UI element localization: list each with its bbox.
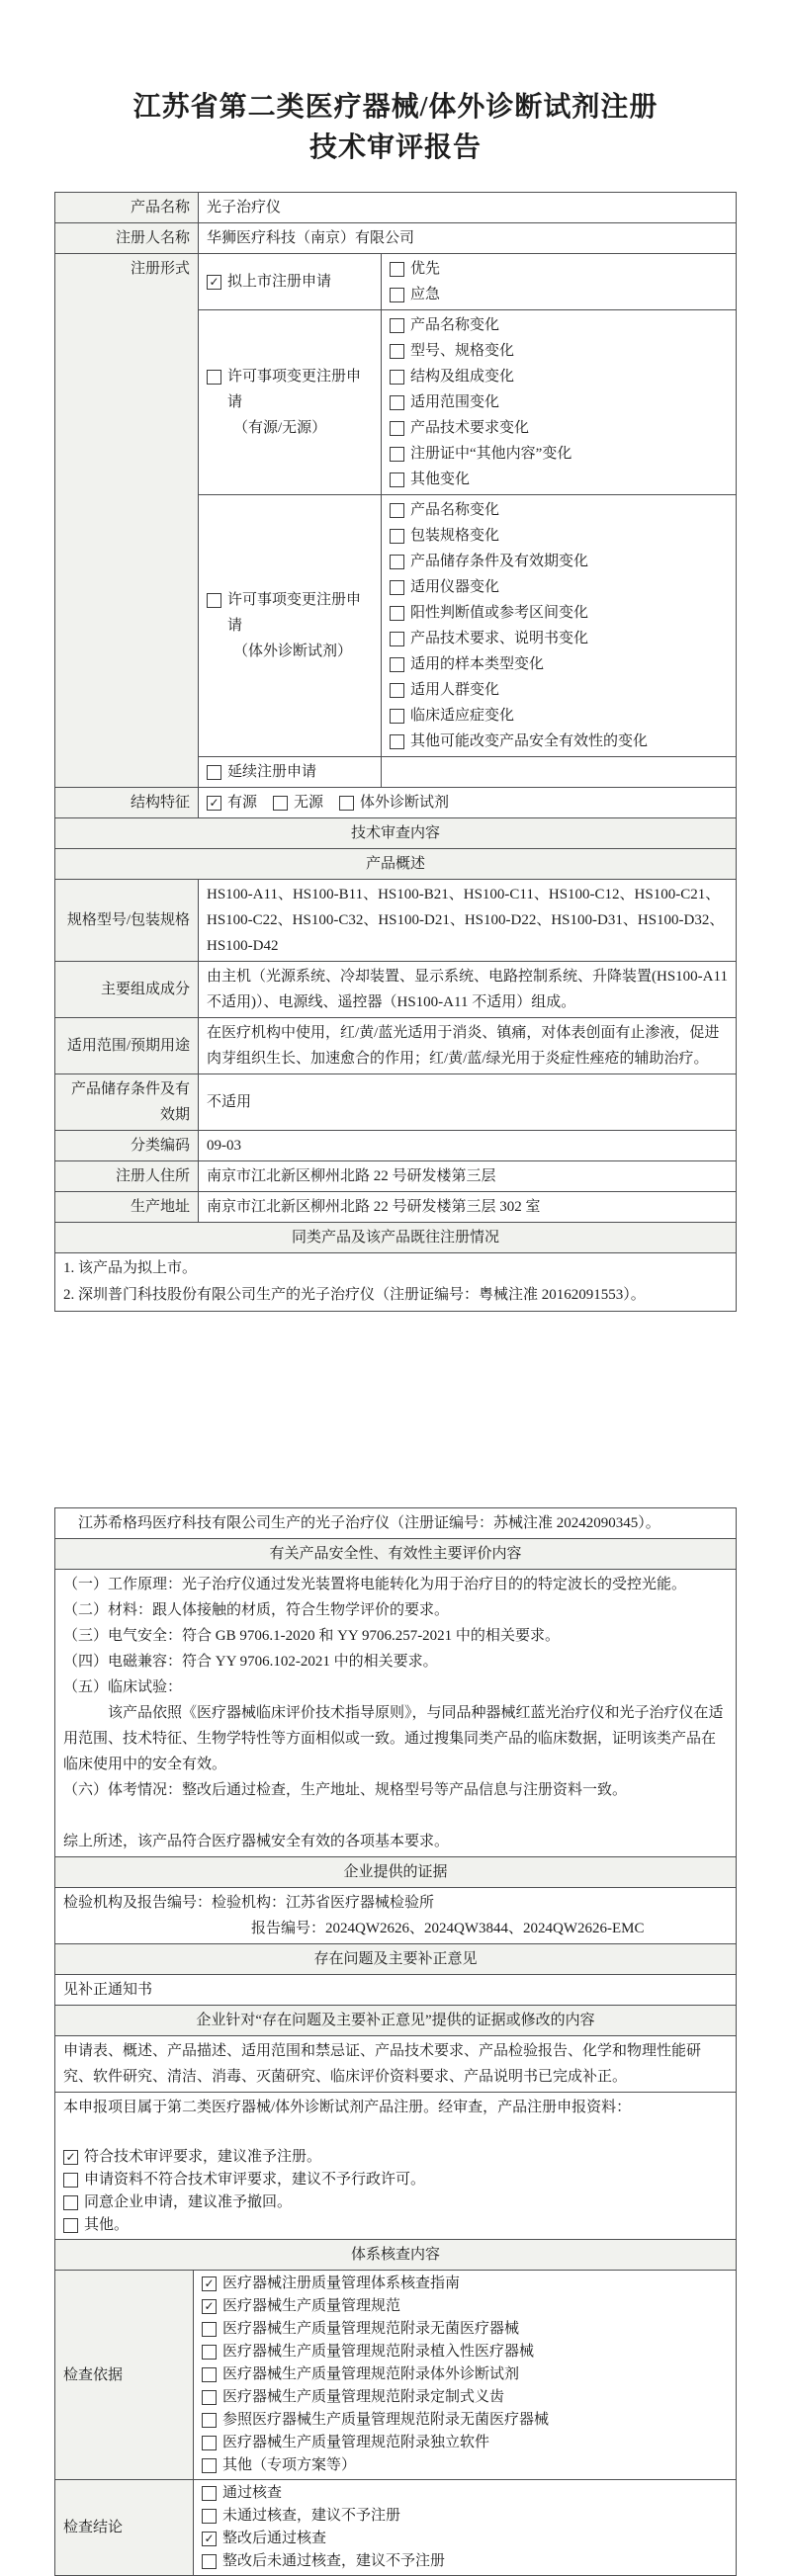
checkbox-label: 符合技术审评要求，建议准予注册。 xyxy=(84,2149,322,2165)
registrant-label: 注册人名称 xyxy=(55,223,199,254)
production-address-label: 生产地址 xyxy=(55,1192,199,1223)
checkbox-option[interactable] xyxy=(63,2169,728,2191)
checkbox-unchecked-icon[interactable] xyxy=(390,395,404,410)
checkbox-label: 许可事项变更注册申请 （体外诊断试剂） xyxy=(227,592,362,659)
checkbox-checked-icon[interactable]: ✓ xyxy=(202,2299,217,2314)
checkbox-label: 参照医疗器械生产质量管理规范附录无菌医疗器械 xyxy=(222,2412,550,2428)
reg-type-cell-market xyxy=(199,254,382,310)
reg-type-cell-change-active xyxy=(199,310,382,495)
review-content-table xyxy=(54,1507,737,2576)
checkbox-option[interactable] xyxy=(390,497,728,523)
checkbox-unchecked-icon[interactable] xyxy=(63,2195,78,2210)
checkbox-label: 型号、规格变化 xyxy=(410,343,515,359)
checkbox-unchecked-icon[interactable] xyxy=(390,606,404,621)
production-address-value: 南京市江北新区柳州北路 22 号研发楼第三层 302 室 xyxy=(199,1192,737,1223)
table-row xyxy=(55,223,737,254)
reg-type-options-change-active xyxy=(382,310,737,495)
checkbox-unchecked-icon[interactable] xyxy=(202,2436,217,2450)
checkbox-unchecked-icon[interactable] xyxy=(390,734,404,749)
table-row xyxy=(55,1131,737,1161)
text-line: （五）临床试验： xyxy=(63,1679,183,1695)
checkbox-unchecked-icon[interactable] xyxy=(339,796,354,811)
checkbox-option[interactable] xyxy=(202,2550,728,2573)
checkbox-unchecked-icon[interactable] xyxy=(390,632,404,646)
checkbox-label: 医疗器械生产质量管理规范附录植入性医疗器械 xyxy=(222,2344,535,2360)
checkbox-option[interactable] xyxy=(390,467,728,492)
title-line-2: 技术审评报告 xyxy=(308,132,482,163)
table-row xyxy=(55,2240,737,2271)
checkbox-option[interactable] xyxy=(63,2191,728,2214)
section-header-safety-evaluation: 有关产品安全性、有效性主要评价内容 xyxy=(55,1539,737,1570)
inspection-basis-options xyxy=(194,2271,737,2480)
checkbox-label: 阳性判断值或参考区间变化 xyxy=(410,605,589,621)
checkbox-option[interactable] xyxy=(390,338,728,364)
checkbox-checked-icon[interactable]: ✓ xyxy=(63,2150,78,2165)
text-line: 该产品依照《医疗器械临床评价技术指导原则》，与同品种器械红蓝光治疗仪和光子治疗仪在适用范围、技术特征、生物学特性等方面相似或一致。通过搜集同类产品的临床数据，证明该类产品在临床使用中的安全有效。 xyxy=(63,1705,724,1772)
reg-type-options-renewal-empty xyxy=(382,757,737,788)
product-name-value: 光子治疗仪 xyxy=(199,193,737,223)
checkbox-unchecked-icon[interactable] xyxy=(207,593,221,608)
table-row xyxy=(55,1975,737,2006)
section-header-technical-review: 技术审查内容 xyxy=(55,818,737,849)
storage-conditions-label: 产品储存条件及有效期 xyxy=(55,1074,199,1131)
section-header-system-inspection: 体系核查内容 xyxy=(55,2240,737,2271)
checkbox-label: 通过核查 xyxy=(222,2485,283,2501)
inspection-agency-line: 检验机构及报告编号：检验机构：江苏省医疗器械检验所 xyxy=(63,1895,435,1911)
checkbox-option[interactable] xyxy=(202,2482,728,2505)
spec-model-value: HS100-A11、HS100-B11、HS100-B21、HS100-C11、HS100-C12、HS100-C21、HS100-C22、HS100-C32、HS100-D21、HS100-D22、HS100-D31、HS100-D32、HS100-D42 xyxy=(199,880,737,962)
checkbox-option[interactable] xyxy=(202,2454,728,2477)
checkbox-label: 注册证中“其他内容”变化 xyxy=(410,446,572,462)
checkbox-unchecked-icon[interactable] xyxy=(202,2486,217,2501)
checkbox-option[interactable] xyxy=(207,759,373,785)
checkbox-option[interactable] xyxy=(202,2318,728,2341)
table-row xyxy=(55,1944,737,1975)
checkbox-label: 医疗器械生产质量管理规范附录体外诊断试剂 xyxy=(222,2366,520,2382)
checkbox-label: 其他可能改变产品安全有效性的变化 xyxy=(410,733,649,749)
checkbox-option[interactable] xyxy=(202,2505,728,2528)
blank-line xyxy=(63,2120,728,2146)
checkbox-option[interactable] xyxy=(207,587,373,664)
text-line: 综上所述，该产品符合医疗器械安全有效的各项基本要求。 xyxy=(63,1834,450,1849)
inspection-basis-label: 检查依据 xyxy=(55,2271,194,2480)
checkbox-label: 产品储存条件及有效期变化 xyxy=(410,554,589,569)
checkbox-label: 申请资料不符合技术审评要求，建议不予行政许可。 xyxy=(84,2172,426,2188)
text-line: 1. 该产品为拟上市。 xyxy=(63,1260,198,1276)
table-row xyxy=(55,1253,737,1312)
checkbox-label: 产品名称变化 xyxy=(410,317,500,333)
checkbox-unchecked-icon[interactable] xyxy=(207,765,221,780)
report-number-line: 报告编号：2024QW2626、2024QW3844、2024QW2626-EMC xyxy=(251,1921,645,1936)
checkbox-option[interactable] xyxy=(390,677,728,703)
checkbox-unchecked-icon[interactable] xyxy=(63,2173,78,2188)
checkbox-option[interactable] xyxy=(390,389,728,415)
main-components-label: 主要组成成分 xyxy=(55,962,199,1018)
checkbox-unchecked-icon[interactable] xyxy=(390,447,404,462)
table-row xyxy=(55,1161,737,1192)
checkbox-unchecked-icon[interactable] xyxy=(202,2367,217,2382)
checkbox-option[interactable] xyxy=(273,790,323,816)
enterprise-evidence-content xyxy=(55,1888,737,1944)
checkbox-label: 产品技术要求变化 xyxy=(410,420,530,436)
structure-feature-label: 结构特征 xyxy=(55,788,199,818)
checkbox-unchecked-icon[interactable] xyxy=(390,709,404,724)
checkbox-label: 未通过核查，建议不予注册 xyxy=(222,2508,401,2524)
reg-type-options-market xyxy=(382,254,737,310)
checkbox-checked-icon[interactable]: ✓ xyxy=(207,275,221,290)
checkbox-unchecked-icon[interactable] xyxy=(202,2390,217,2405)
checkbox-checked-icon[interactable]: ✓ xyxy=(202,2532,217,2546)
registration-form-label: 注册形式 xyxy=(55,254,199,788)
checkbox-unchecked-icon[interactable] xyxy=(390,657,404,672)
checkbox-label: 包装规格变化 xyxy=(410,528,500,544)
spec-model-label: 规格型号/包装规格 xyxy=(55,880,199,962)
checkbox-unchecked-icon[interactable] xyxy=(390,344,404,359)
checkbox-option[interactable] xyxy=(390,282,728,307)
checkbox-label: 拟上市注册申请 xyxy=(227,274,332,290)
checkbox-option[interactable] xyxy=(390,415,728,441)
checkbox-unchecked-icon[interactable] xyxy=(202,2554,217,2569)
checkbox-option[interactable] xyxy=(390,549,728,574)
product-name-label: 产品名称 xyxy=(55,193,199,223)
checkbox-label: 医疗器械生产质量管理规范 xyxy=(222,2298,401,2314)
text-line: （六）体考情况：整改后通过检查，生产地址、规格型号等产品信息与注册资料一致。 xyxy=(63,1782,628,1798)
checkbox-unchecked-icon[interactable] xyxy=(202,2322,217,2337)
table-row xyxy=(55,254,737,310)
checkbox-unchecked-icon[interactable] xyxy=(207,370,221,385)
checkbox-unchecked-icon[interactable] xyxy=(390,580,404,595)
checkbox-unchecked-icon[interactable] xyxy=(273,796,288,811)
table-row xyxy=(55,849,737,880)
checkbox-option[interactable] xyxy=(390,364,728,389)
table-row xyxy=(55,1888,737,1944)
checkbox-unchecked-icon[interactable] xyxy=(202,2509,217,2524)
checkbox-label: 其他变化 xyxy=(410,472,471,487)
checkbox-label: 临床适应症变化 xyxy=(410,708,515,724)
checkbox-label: 有源 xyxy=(227,795,258,811)
checkbox-option[interactable] xyxy=(202,2273,728,2295)
checkbox-unchecked-icon[interactable] xyxy=(390,529,404,544)
checkbox-unchecked-icon[interactable] xyxy=(202,2345,217,2360)
section-header-issues: 存在问题及主要补正意见 xyxy=(55,1944,737,1975)
checkbox-option[interactable] xyxy=(390,574,728,600)
checkbox-label: 同意企业申请，建议准予撤回。 xyxy=(84,2194,293,2210)
text-line: （三）电气安全：符合 GB 9706.1-2020 和 YY 9706.257-2021 中的相关要求。 xyxy=(63,1628,560,1644)
checkbox-option[interactable] xyxy=(390,651,728,677)
text-line xyxy=(63,1803,728,1829)
registrant-address-value: 南京市江北新区柳州北路 22 号研发楼第三层 xyxy=(199,1161,737,1192)
storage-conditions-value: 不适用 xyxy=(199,1074,737,1131)
checkbox-unchecked-icon[interactable] xyxy=(390,262,404,277)
structure-feature-options xyxy=(199,788,737,818)
checkbox-option[interactable] xyxy=(207,269,373,295)
issues-content: 见补正通知书 xyxy=(55,1975,737,2006)
checkbox-label: 无源 xyxy=(294,795,324,811)
safety-evaluation-content xyxy=(55,1570,737,1857)
table-row xyxy=(55,1508,737,1539)
inspection-conclusion-options xyxy=(194,2480,737,2576)
checkbox-option[interactable] xyxy=(390,703,728,729)
checkbox-label: 其他（专项方案等） xyxy=(222,2457,357,2473)
checkbox-unchecked-icon[interactable] xyxy=(390,555,404,569)
table-row xyxy=(55,788,737,818)
checkbox-unchecked-icon[interactable] xyxy=(390,683,404,698)
text-line: （四）电磁兼容：符合 YY 9706.102-2021 中的相关要求。 xyxy=(63,1654,438,1670)
review-conclusion-content xyxy=(55,2093,737,2240)
intended-use-value: 在医疗机构中使用，红/黄/蓝光适用于消炎、镇痛，对体表创面有止渗液，促进肉芽组织生长、加速愈合的作用；红/黄/蓝/绿光用于炎症性痤疮的辅助治疗。 xyxy=(199,1018,737,1074)
registrant-value: 华狮医疗科技（南京）有限公司 xyxy=(199,223,737,254)
table-row xyxy=(55,1018,737,1074)
text-line: （一）工作原理：光子治疗仪通过发光装置将电能转化为用于治疗目的的特定波长的受控光能。 xyxy=(63,1577,687,1592)
enterprise-response-content: 申请表、概述、产品描述、适用范围和禁忌证、产品技术要求、产品检验报告、化学和物理性能研究、软件研究、清洁、消毒、灭菌研究、临床评价资料要求、产品说明书已完成补正。 xyxy=(55,2036,737,2093)
checkbox-label: 医疗器械生产质量管理规范附录独立软件 xyxy=(222,2435,490,2450)
reg-type-cell-change-ivd xyxy=(199,495,382,757)
table-row xyxy=(55,1192,737,1223)
checkbox-option[interactable] xyxy=(339,790,449,816)
checkbox-checked-icon[interactable]: ✓ xyxy=(202,2276,217,2291)
checkbox-label: 其他。 xyxy=(84,2217,130,2233)
checkbox-option[interactable] xyxy=(202,2386,728,2409)
text-line: （二）材料：跟人体接触的材质，符合生物学评价的要求。 xyxy=(63,1602,450,1618)
reg-type-cell-renewal xyxy=(199,757,382,788)
checkbox-option[interactable] xyxy=(390,523,728,549)
checkbox-option[interactable] xyxy=(202,2432,728,2454)
checkbox-option[interactable] xyxy=(390,441,728,467)
registrant-address-label: 注册人住所 xyxy=(55,1161,199,1192)
section-header-enterprise-response: 企业针对“存在问题及主要补正意见”提供的证据或修改的内容 xyxy=(55,2006,737,2036)
checkbox-option[interactable] xyxy=(390,600,728,626)
checkbox-label: 医疗器械注册质量管理体系核查指南 xyxy=(222,2275,461,2291)
checkbox-label: 适用的样本类型变化 xyxy=(410,656,545,672)
checkbox-option[interactable] xyxy=(390,729,728,754)
table-row xyxy=(55,2006,737,2036)
checkbox-checked-icon[interactable]: ✓ xyxy=(207,796,221,811)
review-conclusion-intro: 本申报项目属于第二类医疗器械/体外诊断试剂产品注册。经审查，产品注册申报资料： xyxy=(63,2100,632,2115)
prior-registration-continuation: 江苏希格玛医疗科技有限公司生产的光子治疗仪（注册证编号：苏械注准 20242090345）。 xyxy=(55,1508,737,1539)
checkbox-label: 整改后未通过核查，建议不予注册 xyxy=(222,2553,446,2569)
checkbox-option[interactable] xyxy=(207,364,373,441)
table-row xyxy=(55,193,737,223)
checkbox-option[interactable] xyxy=(390,312,728,338)
checkbox-unchecked-icon[interactable] xyxy=(390,472,404,487)
section-header-enterprise-evidence: 企业提供的证据 xyxy=(55,1857,737,1888)
intended-use-label: 适用范围/预期用途 xyxy=(55,1018,199,1074)
table-row xyxy=(55,2271,737,2480)
checkbox-option[interactable] xyxy=(390,256,728,282)
checkbox-option[interactable] xyxy=(202,2409,728,2432)
checkbox-option[interactable] xyxy=(202,2341,728,2363)
checkbox-label: 延续注册申请 xyxy=(227,764,317,780)
checkbox-label: 产品技术要求、说明书变化 xyxy=(410,631,589,646)
section-header-prior-registration: 同类产品及该产品既往注册情况 xyxy=(55,1223,737,1253)
checkbox-option[interactable] xyxy=(202,2363,728,2386)
checkbox-label: 应急 xyxy=(410,287,441,302)
checkbox-option[interactable] xyxy=(202,2295,728,2318)
classification-code-label: 分类编码 xyxy=(55,1131,199,1161)
table-row xyxy=(55,2480,737,2576)
document-title xyxy=(0,87,791,168)
reg-type-options-change-ivd xyxy=(382,495,737,757)
checkbox-unchecked-icon[interactable] xyxy=(390,370,404,385)
table-row xyxy=(55,2036,737,2093)
document-page xyxy=(0,87,791,2569)
checkbox-option[interactable] xyxy=(63,2146,728,2169)
checkbox-option[interactable] xyxy=(207,790,257,816)
table-row xyxy=(55,818,737,849)
checkbox-label: 适用仪器变化 xyxy=(410,579,500,595)
checkbox-unchecked-icon[interactable] xyxy=(202,2413,217,2428)
main-components-value: 由主机（光源系统、冷却装置、显示系统、电路控制系统、升降装置(HS100-A11 不适用)）、电源线、遥控器（HS100-A11 不适用）组成。 xyxy=(199,962,737,1018)
table-row xyxy=(55,962,737,1018)
checkbox-unchecked-icon[interactable] xyxy=(63,2218,78,2233)
checkbox-label: 整改后通过核查 xyxy=(222,2531,327,2546)
checkbox-unchecked-icon[interactable] xyxy=(390,318,404,333)
inspection-conclusion-label: 检查结论 xyxy=(55,2480,194,2576)
classification-code-value: 09-03 xyxy=(199,1131,737,1161)
table-row xyxy=(55,1074,737,1131)
checkbox-unchecked-icon[interactable] xyxy=(390,288,404,302)
section-header-product-overview: 产品概述 xyxy=(55,849,737,880)
checkbox-label: 适用人群变化 xyxy=(410,682,500,698)
table-row xyxy=(55,1223,737,1253)
checkbox-option[interactable] xyxy=(202,2528,728,2550)
checkbox-label: 体外诊断试剂 xyxy=(360,795,450,811)
registration-info-table xyxy=(54,192,737,1312)
checkbox-label: 医疗器械生产质量管理规范附录定制式义齿 xyxy=(222,2389,505,2405)
text-line: 2. 深圳普门科技股份有限公司生产的光子治疗仪（注册证编号：粤械注准 20162091553）。 xyxy=(63,1287,646,1303)
checkbox-label: 优先 xyxy=(410,261,441,277)
checkbox-label: 适用范围变化 xyxy=(410,394,500,410)
table-row xyxy=(55,1857,737,1888)
checkbox-label: 结构及组成变化 xyxy=(410,369,515,385)
checkbox-unchecked-icon[interactable] xyxy=(202,2458,217,2473)
table-row xyxy=(55,1539,737,1570)
checkbox-option[interactable] xyxy=(390,626,728,651)
checkbox-unchecked-icon[interactable] xyxy=(390,421,404,436)
title-line-1: 江苏省第二类医疗器械/体外诊断试剂注册 xyxy=(132,92,659,123)
table-row xyxy=(55,1570,737,1857)
checkbox-label: 医疗器械生产质量管理规范附录无菌医疗器械 xyxy=(222,2321,520,2337)
checkbox-option[interactable] xyxy=(63,2214,728,2237)
checkbox-unchecked-icon[interactable] xyxy=(390,503,404,518)
table-row xyxy=(55,880,737,962)
checkbox-label: 许可事项变更注册申请 （有源/无源） xyxy=(227,369,362,436)
table-row xyxy=(55,2093,737,2240)
checkbox-label: 产品名称变化 xyxy=(410,502,500,518)
prior-registration-content xyxy=(55,1253,737,1312)
